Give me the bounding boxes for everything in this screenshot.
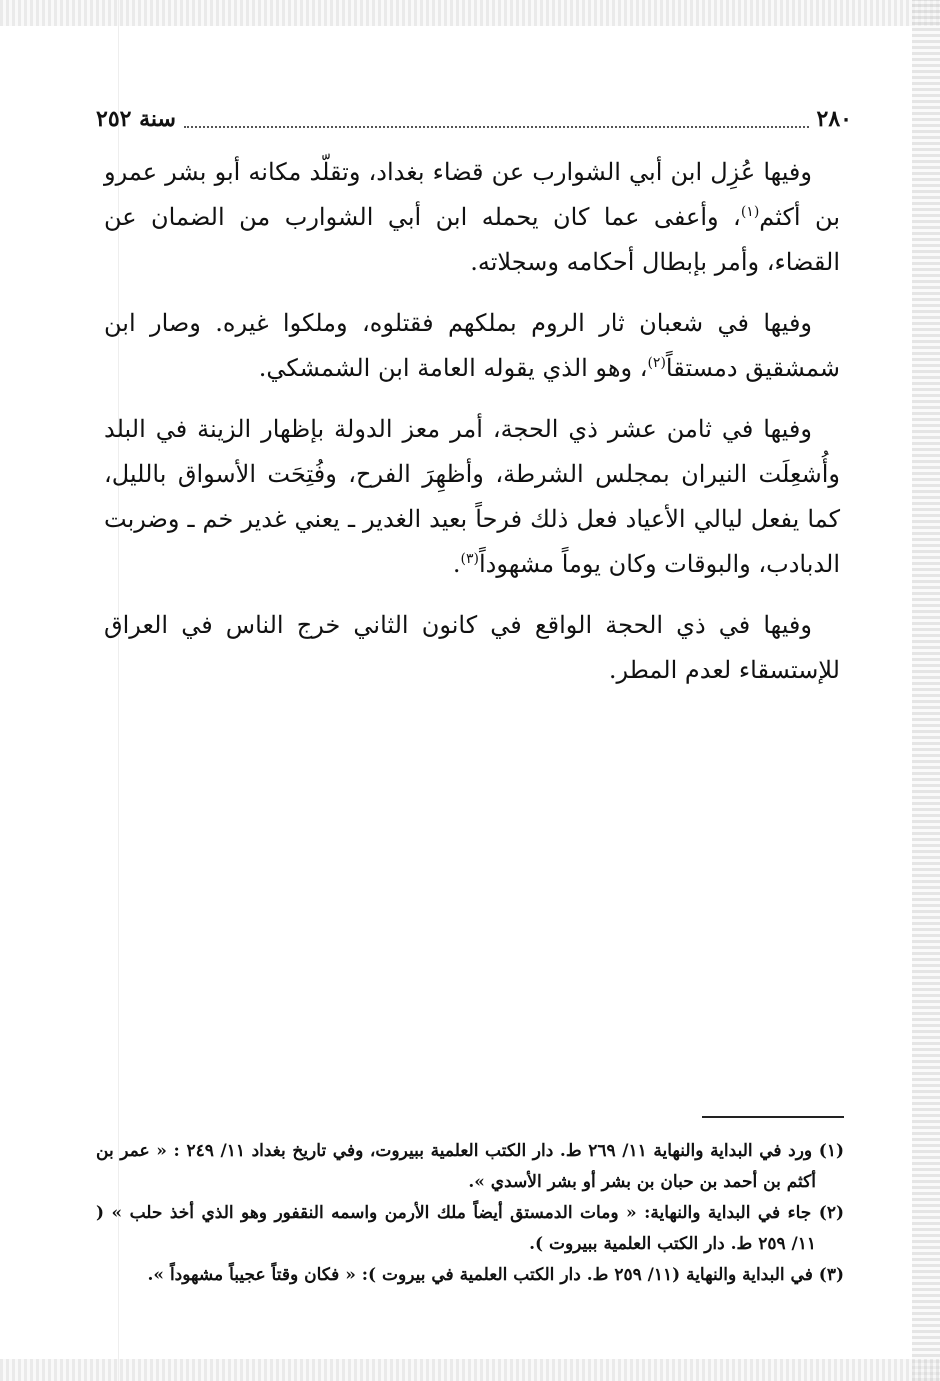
paragraph-2 [104,301,840,391]
page-scan-border-top [0,0,940,26]
paragraph-3 [104,407,840,587]
paragraph-2-text: وفيها في شعبان ثار الروم بملكهم فقتلوه، وملكوا غيره. وصار ابن شمشقيق دمستقاً [104,309,840,382]
footnote-1: (١) ورد في البداية والنهاية ١١/ ٢٦٩ ط. دار الكتب العلمية ببيروت، وفي تاريخ بغداد ١١/ ٢٤٩ : « عمر بن أكثم بن أحمد بن حبان بن بشر أو بشر الأسدي ». [96,1141,844,1192]
page-scan-border-right [912,0,940,1381]
footnote-separator [702,1116,844,1118]
footnote-ref-1: (١) [740,204,760,220]
footnote-2: (٢) جاء في البداية والنهاية: « ومات الدمستق أيضاً ملك الأرمن واسمه النقفور وهو الذي أخذ حلب » ( ١١/ ٢٥٩ ط. دار الكتب العلمية ببيروت ). [96,1203,844,1254]
paragraph-4 [104,603,840,693]
year-title: سنة ٢٥٢ [96,106,176,132]
running-header [96,94,852,134]
footnote-3: (٣) في البداية والنهاية (١١/ ٢٥٩ ط. دار الكتب العلمية في بيروت ): « فكان وقتاً عجيباً مشهوداً ». [147,1265,844,1285]
page-number: ٢٨٠ [816,106,852,132]
header-dot-leader [184,125,809,128]
footnotes [96,1136,844,1291]
paragraph-4-text: وفيها في ذي الحجة الواقع في كانون الثاني خرج الناس في العراق للإستسقاء لعدم المطر. [104,611,840,684]
paragraph-1-text: وفيها عُزِل ابن أبي الشوارب عن قضاء بغداد، وتقلّد مكانه أبو بشر عمرو بن أكثم [104,158,841,231]
footnote-ref-2: (٢) [647,355,666,371]
paragraph-1-text-end: ، وأعفى عما كان يحمله ابن أبي الشوارب من الضمان عن القضاء، وأمر بإبطال أحكامه وسجلاته. [104,203,840,276]
page-scan-border-bottom [0,1359,940,1381]
main-text [104,150,840,709]
paragraph-3-text-end: . [452,550,461,578]
paragraph-1 [104,150,840,285]
footnote-ref-3: (٣) [460,551,480,567]
paragraph-2-text-end: ، وهو الذي يقوله العامة ابن الشمشكي. [258,354,648,382]
paragraph-3-text: وفيها في ثامن عشر ذي الحجة، أمر معز الدولة بإظهار الزينة في البلد وأُشعِلَت النيران بمجلس الشرطة، وأظهِرَ الفرح، وفُتِحَت الأسواق بالليل، كما يفعل ليالي الأعياد فعل ذلك فرحاً بعيد الغدير ـ يعني غدير خم ـ وضربت الدبادب، والبوقات وكان يوماً مشهوداً [104,415,840,578]
